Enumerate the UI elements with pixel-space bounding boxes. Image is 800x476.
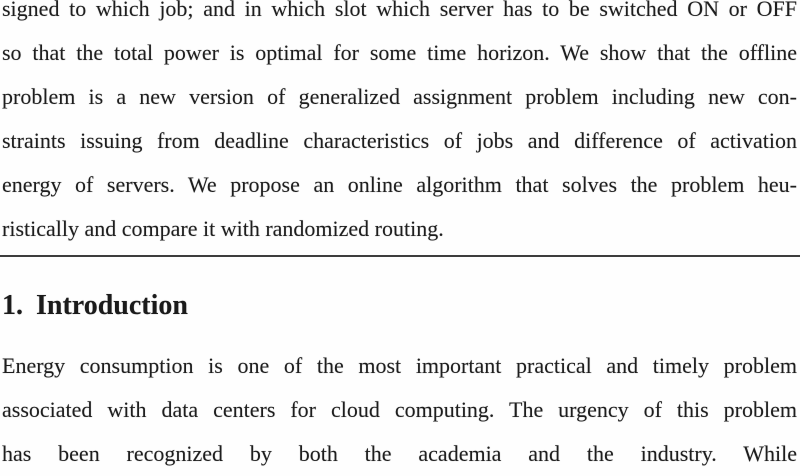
text-line: signed to which job; and in which slot which server has to be switched ON or OFF (2, 0, 797, 21)
abstract-paragraph (2, 0, 797, 251)
section-divider (0, 255, 800, 257)
introduction-paragraph (2, 344, 797, 476)
text-line: energy of servers. We propose an online algorithm that solves the problem heu- (2, 172, 797, 197)
text-line: associated with data centers for cloud computing. The urgency of this problem (2, 397, 797, 422)
text-line: problem is a new version of generalized assignment problem including new con- (2, 84, 797, 109)
section-title: Introduction (36, 290, 188, 321)
text-line: ristically and compare it with randomized routing. (2, 216, 444, 241)
text-line: straints issuing from deadline characteristics of jobs and difference of activation (2, 128, 797, 153)
text-line: so that the total power is optimal for some time horizon. We show that the offline (2, 40, 797, 65)
section-heading (2, 289, 188, 323)
text-line: Energy consumption is one of the most important practical and timely problem (2, 353, 797, 378)
section-number: 1. (2, 290, 23, 321)
text-line clipped-text-line: has been recognized by both the academia and the industry. While (2, 441, 797, 466)
